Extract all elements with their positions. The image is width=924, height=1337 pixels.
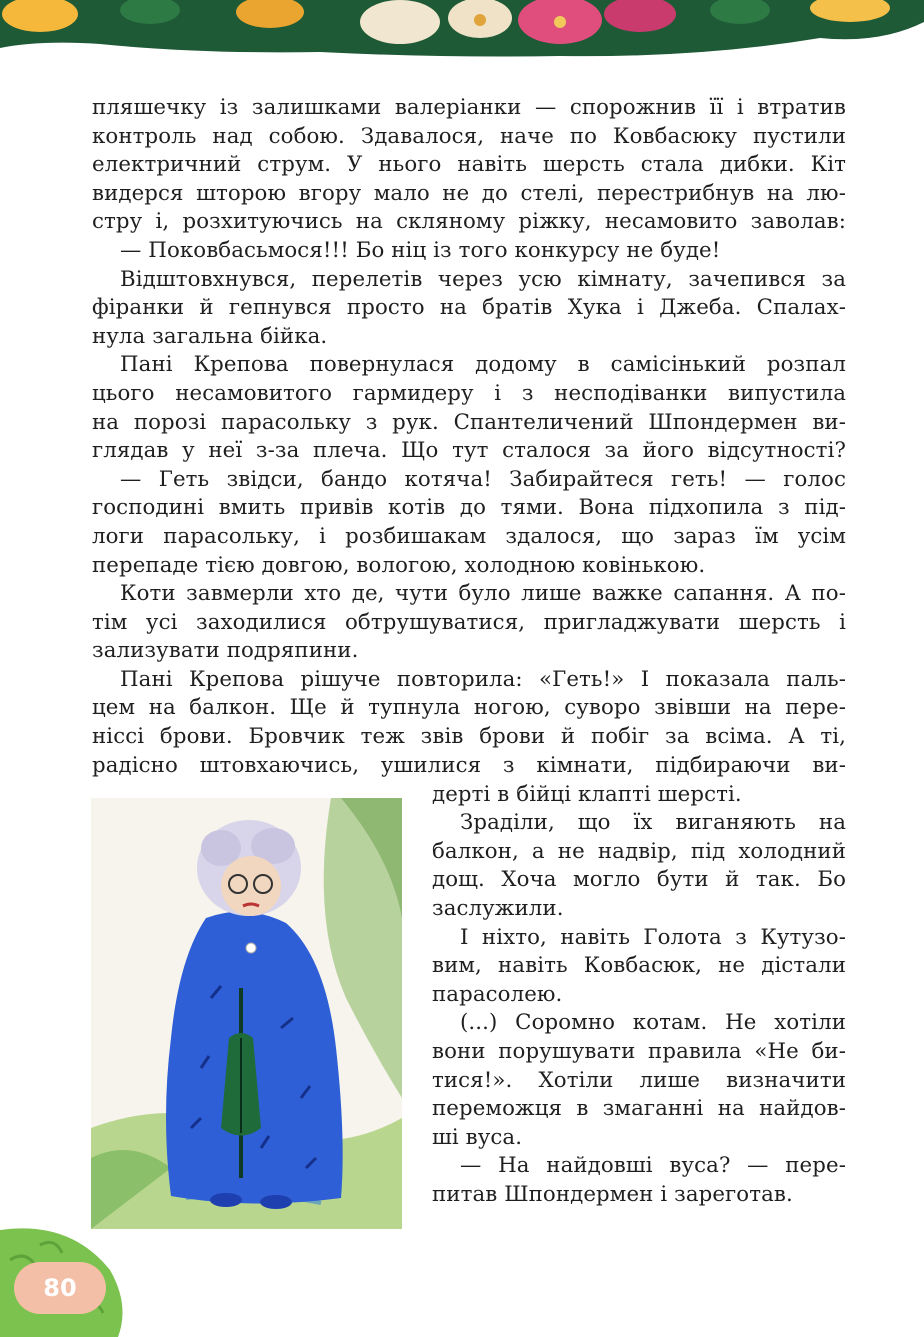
page-number-badge: [14, 1262, 106, 1314]
text-line: вим, навіть Ковбасюк, не дістали: [432, 953, 846, 979]
text-line: стру і, розхитуючись на скляному ріжку, несамовито заволав:: [92, 209, 846, 235]
text-line: нула загальна бійка.: [92, 323, 328, 349]
text-line: Відштовхнувся, перелетів через усю кімнату, зачепився за: [120, 266, 846, 292]
text-line: тім усі заходилися обтрушуватися, пригладжувати шерсть і: [92, 609, 846, 635]
text-line: радісно штовхаючись, ушилися з кімнати, підбираючи ви-: [92, 752, 846, 778]
text-line: переможця в змаганні на найдов-: [432, 1096, 846, 1122]
text-line: видерся шторою вгору мало не до стелі, перестрибнув на лю-: [92, 180, 846, 206]
text-line: логи парасольку, і розбишакам здалося, що зараз їм усім: [92, 523, 846, 549]
text-line: дощ. Хоча могло бути й так. Бо: [432, 867, 846, 893]
text-line: зализувати подряпини.: [92, 638, 359, 664]
text-line: електричний струм. У нього навіть шерсть стала дибки. Кіт: [92, 152, 846, 178]
page-number: 80: [43, 1274, 77, 1302]
text-line: цем на балкон. Ще й тупнула ногою, суворо звівши на пере-: [92, 695, 846, 721]
text-line: — Геть звідси, бандо котяча! Забирайтеся геть! — голос: [120, 466, 846, 492]
text-line: цього несамовитого гармидеру і з несподіванки випустила: [92, 380, 846, 406]
text-line: Коти завмерли хто де, чути було лише важке сапання. А по-: [120, 581, 846, 607]
text-line: пляшечку із залишками валеріанки — спорожнив її і втратив: [92, 95, 846, 120]
text-line: заслужили.: [432, 895, 564, 921]
text-line: (...) Соромно котам. Не хотіли: [460, 1010, 846, 1036]
text-line: Пані Крепова повернулася додому в самісінький розпал: [120, 352, 846, 378]
text-block-top: [92, 94, 846, 780]
text-block-side: [432, 781, 846, 1210]
grandma-illustration: [91, 798, 402, 1229]
text-line: питав Шпондермен і зареготав.: [432, 1181, 793, 1207]
text-line: ші вуса.: [432, 1124, 523, 1150]
text-line: ніссі брови. Бровчик теж звів брови й побіг за всіма. А ті,: [92, 724, 846, 750]
text-line: Пані Крепова рішуче повторила: «Геть!» І показала паль-: [120, 666, 846, 692]
text-line: перепаде тією довгою, вологою, холодною ковінькою.: [92, 552, 706, 578]
text-line: І ніхто, навіть Голота з Кутузо-: [460, 924, 846, 950]
text-line: — Поковбасьмося!!! Бо ніц із того конкурсу не буде!: [120, 237, 721, 263]
text-line: на порозі парасольку з рук. Спантеличений Шпондермен ви-: [92, 409, 846, 435]
text-line: Зраділи, що їх виганяють на: [460, 810, 846, 836]
text-line: глядав у неї з-за плеча. Що тут сталося за його відсутності?: [92, 438, 846, 464]
text-line: балкон, а не надвір, під холодний: [432, 838, 846, 864]
text-line: господині вмить привів котів до тями. Вона підхопила з під-: [92, 495, 846, 521]
text-line: вони порушувати правила «Не би-: [432, 1038, 846, 1064]
text-line: парасолею.: [432, 981, 563, 1007]
floral-banner: [0, 0, 924, 62]
text-line: — На найдовші вуса? — пере-: [460, 1153, 846, 1179]
text-line: контроль над собою. Здавалося, наче по Ковбасюку пустили: [92, 123, 846, 149]
text-line: тися!». Хотіли лише визначити: [432, 1067, 846, 1093]
text-line: дерті в бійці клапті шерсті.: [432, 781, 742, 807]
text-line: фіранки й гепнувся просто на братів Хука і Джеба. Спалах-: [92, 295, 846, 321]
